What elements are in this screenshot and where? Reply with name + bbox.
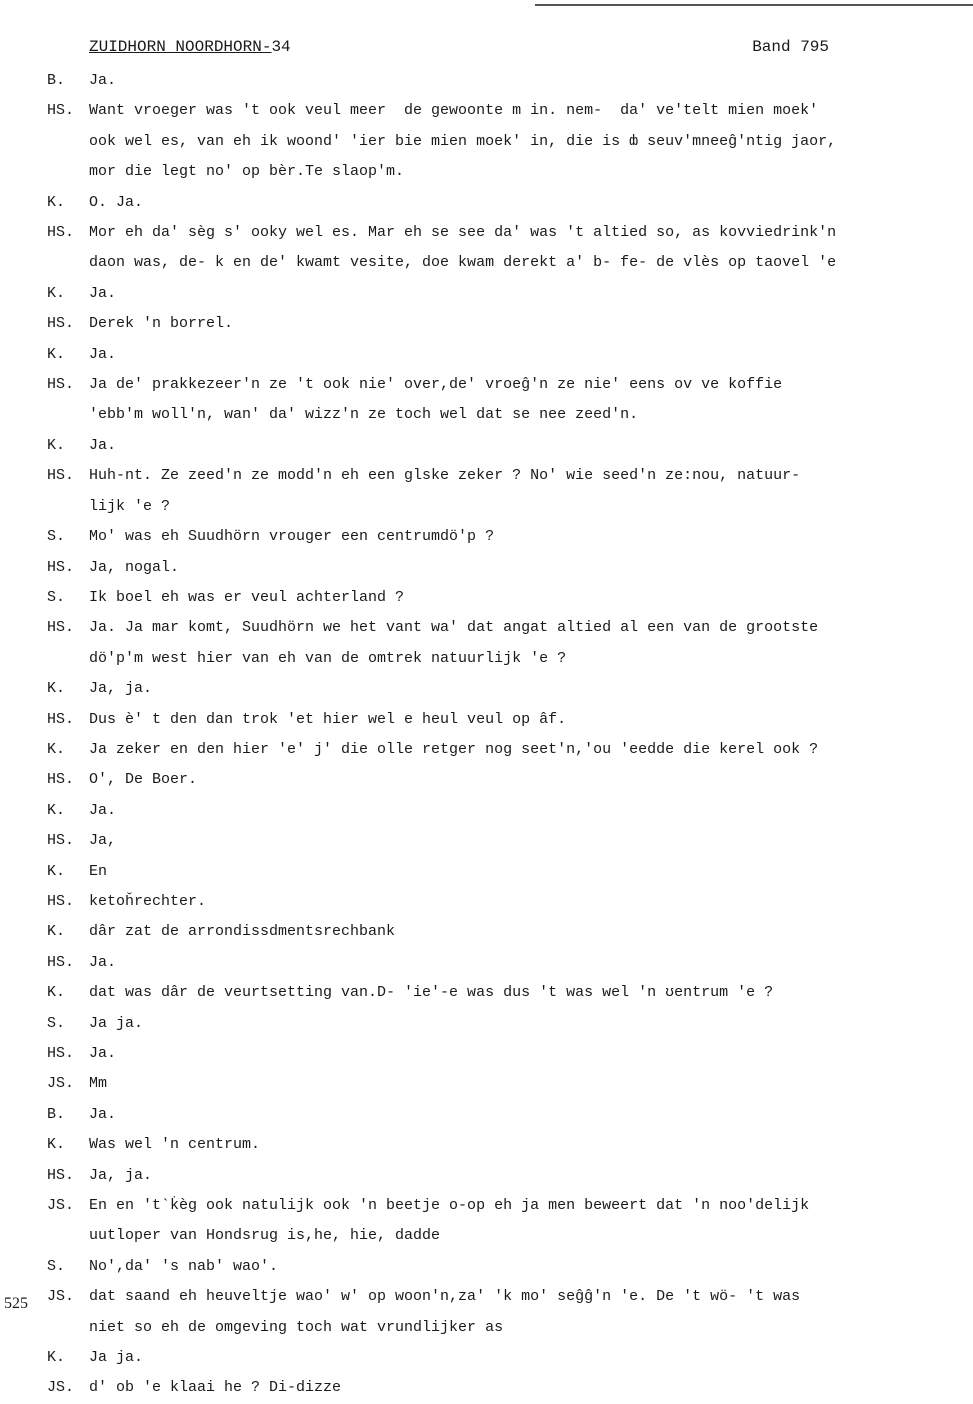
speaker-label: HS. (47, 953, 75, 971)
transcript-turn (0, 309, 973, 339)
utterance-text: Derek 'n borrel. (89, 315, 234, 333)
utterance-text: Ik boel eh was er veul achterland ? (89, 588, 405, 606)
utterance-text: Ja, (89, 832, 117, 850)
speaker-label: K. (47, 740, 66, 758)
transcript-turn (0, 370, 973, 431)
transcript-turn (0, 917, 973, 947)
speaker-label: S. (47, 588, 66, 606)
utterance-text: Mm (89, 1075, 108, 1093)
transcript-turn (0, 279, 973, 309)
speaker-label: K. (47, 984, 66, 1002)
transcript-turn (0, 1252, 973, 1282)
speaker-label: K. (47, 1349, 66, 1367)
transcript-turn (0, 1039, 973, 1069)
transcript-turn (0, 796, 973, 826)
utterance-text: No',da' 's nab' wao'. (89, 1257, 279, 1275)
transcript-turn (0, 674, 973, 704)
utterance-text: dat was dâr de veurtsetting van.D- 'ie'-e was dus 't was wel 'n ʊentrum 'e ? (89, 984, 774, 1002)
transcript-turn (0, 1161, 973, 1191)
speaker-label: S. (47, 1014, 66, 1032)
transcript-turn (0, 522, 973, 552)
speaker-label: JS. (47, 1197, 75, 1215)
transcript-turn (0, 188, 973, 218)
utterance-text: Huh-nt. Ze zeed'n ze modd'n eh een glske zeker ? No' wie seed'n ze:nou, natuur- lijk 'e ? (89, 467, 801, 515)
top-rule (535, 4, 973, 6)
speaker-label: HS. (47, 771, 75, 789)
transcript-turn (0, 1282, 973, 1343)
speaker-label: HS. (47, 224, 75, 242)
utterance-text: Ja, ja. (89, 680, 153, 698)
transcript-turn (0, 96, 973, 187)
utterance-text: Dus è' t den dan trok 'et hier wel e heul veul op âf. (89, 710, 567, 728)
speaker-label: HS. (47, 376, 75, 394)
transcript-turn (0, 1191, 973, 1252)
speaker-label: B. (47, 1105, 66, 1123)
speaker-label: K. (47, 1136, 66, 1154)
speaker-label: HS. (47, 1166, 75, 1184)
speaker-label: K. (47, 345, 66, 363)
utterance-text: dat saand eh heuveltje wao' w' op woon'n,za' 'k mo' seĝĝ'n 'e. De 't wö- 't was niet so eh de omgeving toch wat vrundlijker as (89, 1288, 801, 1336)
speaker-label: HS. (47, 558, 75, 576)
band-label: Band 795 (752, 38, 829, 56)
transcript-turn (0, 1373, 973, 1403)
utterance-text: Ja, nogal. (89, 558, 180, 576)
transcript-turn (0, 218, 973, 279)
transcript-turn (0, 765, 973, 795)
speaker-label: JS. (47, 1288, 75, 1306)
speaker-label: JS. (47, 1075, 75, 1093)
utterance-text: dâr zat de arrondissdmentsrechbank (89, 923, 396, 941)
utterance-text: Ja de' prakkezeer'n ze 't ook nie' over,de' vroeĝ'n ze nie' eens ov ve koffie 'ebb'm woll'n, wan' da' wizz'n ze toch wel dat se nee zeed'n. (89, 376, 783, 424)
speaker-label: S. (47, 1257, 66, 1275)
transcript (0, 66, 973, 1404)
utterance-text: Ja. (89, 436, 117, 454)
speaker-label: HS. (47, 892, 75, 910)
utterance-text: O. Ja. (89, 193, 144, 211)
speaker-label: K. (47, 680, 66, 698)
speaker-label: B. (47, 72, 66, 89)
utterance-text: Ja. (89, 284, 117, 302)
transcript-turn (0, 1130, 973, 1160)
transcript-turn (0, 857, 973, 887)
speaker-label: HS. (47, 315, 75, 333)
location-number: 34 (271, 38, 291, 56)
location-title: ZUIDHORN NOORDHORN-34 (89, 38, 291, 56)
utterance-text: Ja. (89, 345, 117, 363)
utterance-text: d' ob 'e klaai he ? Di-dizze (89, 1379, 342, 1397)
speaker-label: K. (47, 284, 66, 302)
speaker-label: K. (47, 801, 66, 819)
speaker-label: S. (47, 528, 66, 546)
utterance-text: En (89, 862, 108, 880)
transcript-turn (0, 431, 973, 461)
utterance-text: Want vroeger was 't ook veul meer de gewoonte m in. nem- da' ve'telt mien moek' ook wel es, van eh ik woond' 'ier bie mien moek' in, die is ȸ seuv'mneeĝ'ntig jaor, mor die legt no' op bèr.Te slaop'm. (89, 102, 837, 181)
speaker-label: K. (47, 193, 66, 211)
transcript-turn (0, 66, 973, 96)
transcript-turn (0, 1343, 973, 1373)
utterance-text: Ja ja. (89, 1014, 144, 1032)
utterance-text: Was wel 'n centrum. (89, 1136, 261, 1154)
utterance-text: Ja. (89, 801, 117, 819)
utterance-text: ketoȟrechter. (89, 892, 207, 910)
utterance-text: Ja, ja. (89, 1166, 153, 1184)
transcript-turn (0, 705, 973, 735)
speaker-label: K. (47, 923, 66, 941)
speaker-label: HS. (47, 619, 75, 637)
transcript-turn (0, 948, 973, 978)
utterance-text: Ja. (89, 1105, 117, 1123)
speaker-label: HS. (47, 102, 75, 120)
transcript-turn (0, 1100, 973, 1130)
transcript-turn (0, 826, 973, 856)
speaker-label: HS. (47, 1045, 75, 1062)
transcript-turn (0, 735, 973, 765)
utterance-text: Ja. (89, 72, 117, 89)
utterance-text: Ja zeker en den hier 'e' j' die olle retger nog seet'n,'ou 'eedde die kerel ook ? (89, 740, 819, 758)
utterance-text: O', De Boer. (89, 771, 198, 789)
speaker-label: K. (47, 862, 66, 880)
page-header (89, 38, 829, 64)
utterance-text: Ja. (89, 953, 117, 971)
transcript-turn (0, 1069, 973, 1099)
transcript-turn (0, 553, 973, 583)
utterance-text: Mo' was eh Suudhörn vrouger een centrumdö'p ? (89, 528, 495, 546)
margin-number: 525 (4, 1295, 28, 1312)
transcript-turn (0, 1009, 973, 1039)
utterance-text: Ja. Ja mar komt, Suudhörn we het vant wa' dat angat altied al een van de grootste dö'p'm west hier van eh van de omtrek natuurlijk 'e ? (89, 619, 819, 667)
speaker-label: K. (47, 436, 66, 454)
speaker-label: HS. (47, 832, 75, 850)
transcript-turn (0, 887, 973, 917)
utterance-text: Ja. (89, 1045, 117, 1062)
transcript-turn (0, 461, 973, 522)
transcript-turn (0, 340, 973, 370)
utterance-text: En en 't`k̇èg ook natulijk ook 'n beetje o-op eh ja men beweert dat 'n noo'delijk uutloper van Hondsrug is,he, hie, dadde (89, 1197, 810, 1245)
utterance-text: Ja ja. (89, 1349, 144, 1367)
speaker-label: HS. (47, 710, 75, 728)
speaker-label: JS. (47, 1379, 75, 1397)
transcript-turn (0, 583, 973, 613)
utterance-text: Mor eh da' sèg s' ooky wel es. Mar eh se see da' was 't altied so, as kovviedrink'n daon was, de- k en de' kwamt vesite, doe kwam derekt a' b- fe- de vlès op taovel 'e (89, 224, 837, 272)
transcript-turn (0, 613, 973, 674)
transcript-turn (0, 978, 973, 1008)
speaker-label: HS. (47, 467, 75, 485)
